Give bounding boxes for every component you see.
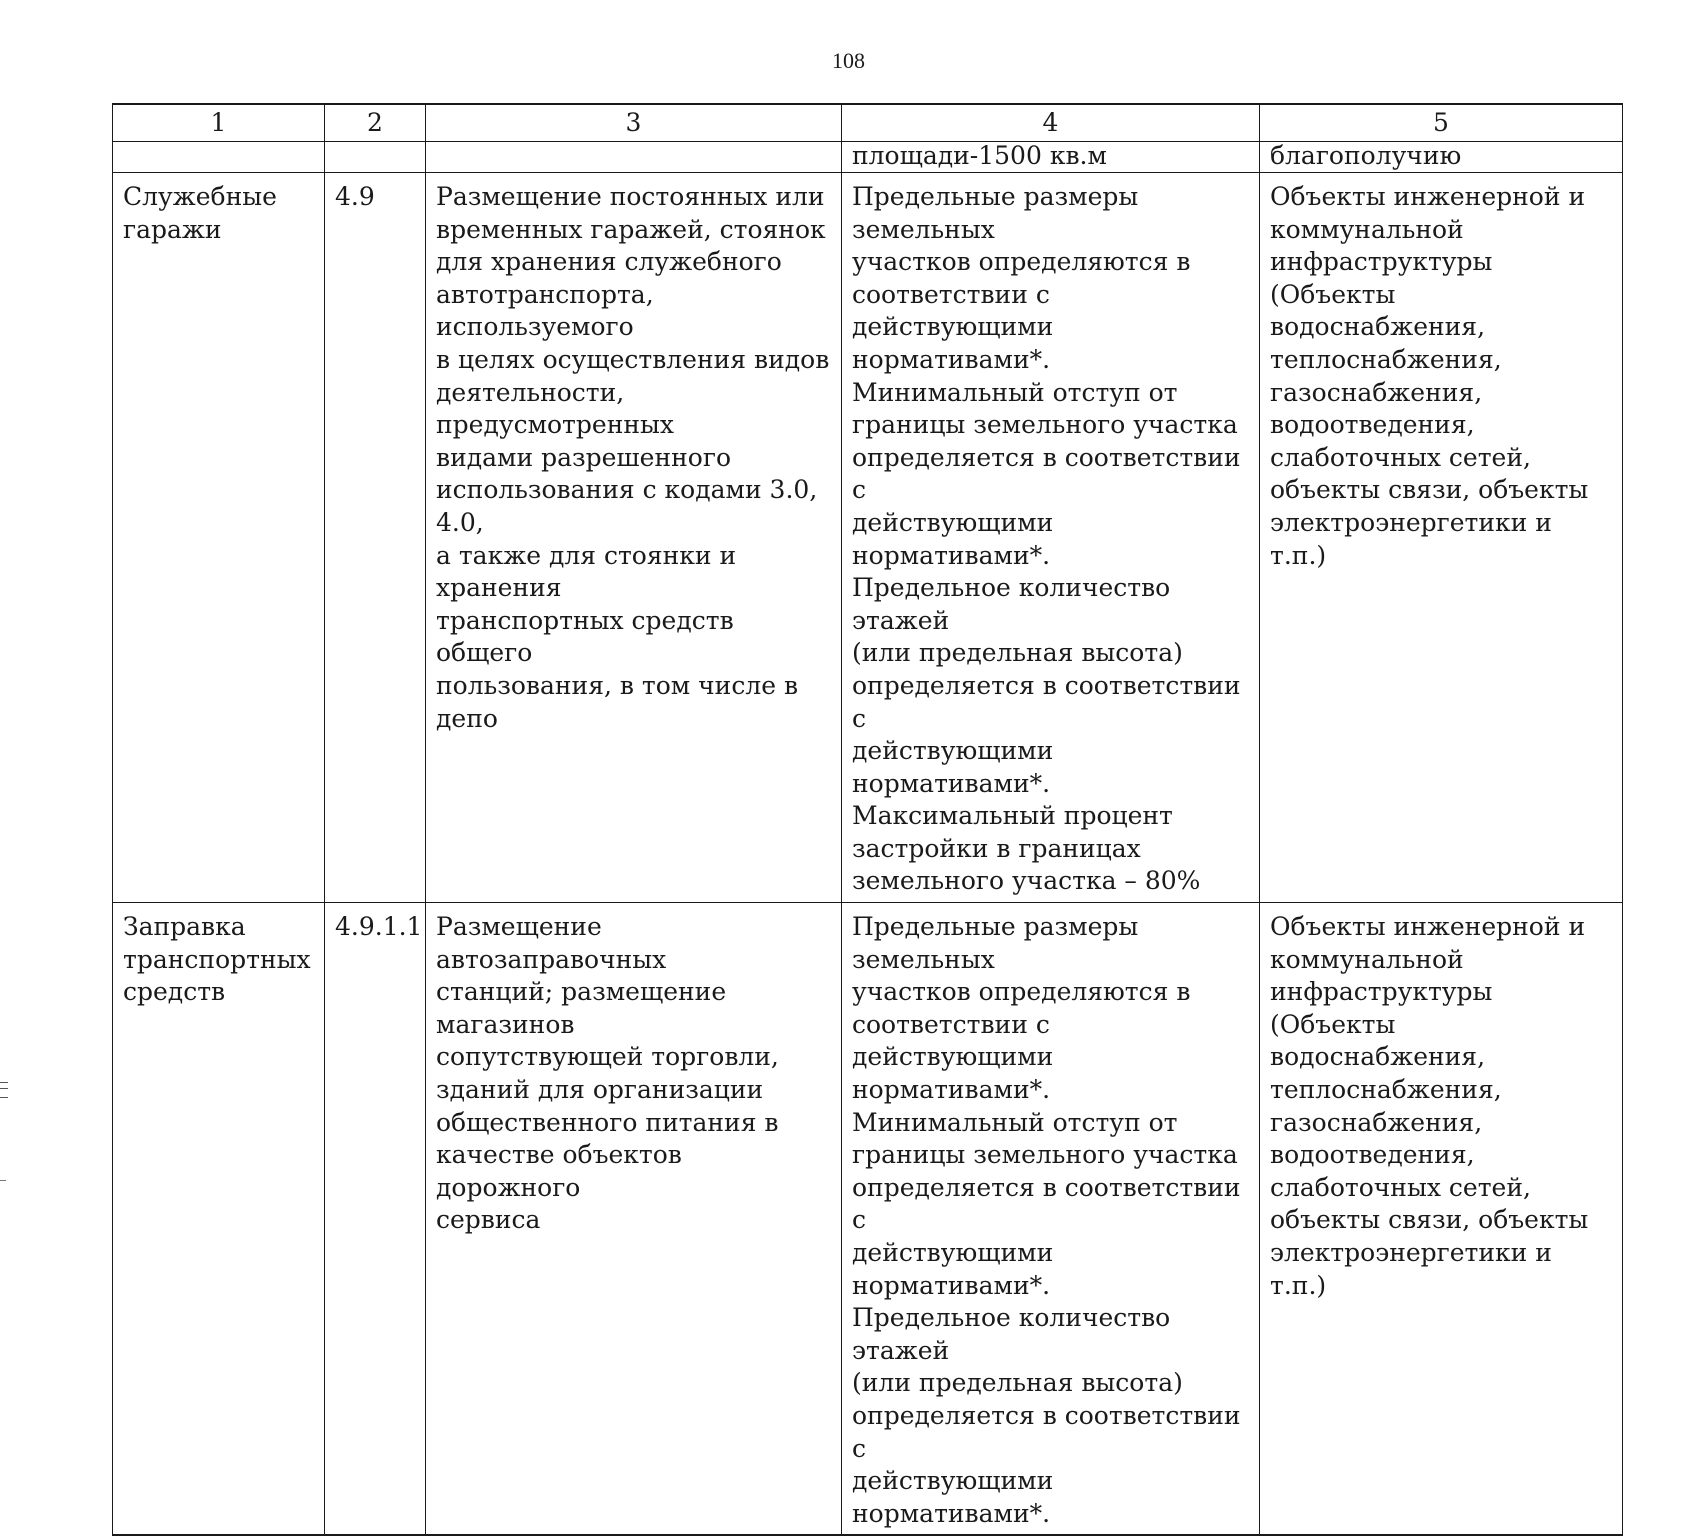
auxiliary-uses: Объекты инженерной и коммунальной инфраструктуры (Объекты водоснабжения, теплоснабжения, газоснабжения, водоотведения, слаботочных сетей, объекты связи, объекты электроэнергетики и т.п.) [1270,912,1589,1300]
column-number-header: 4 [842,104,1260,142]
table-row [113,903,1623,1536]
column-number-header: 3 [426,104,842,142]
table-header-row [113,104,1623,142]
land-use-name: Служебные гаражи [123,182,277,244]
land-use-description-cell [426,903,842,1536]
land-use-parameters: Предельные размеры земельных участков определяются в соответствии с действующими нормативами*. Минимальный отступ от границы земельного участка определяется в соответствии с действующими нормативами*. Предельное количество этажей (или предельная высота) определяется в соответствии с действующими нормативами*. Максимальный процент застройки в границах земельного участка – 80% [852,182,1241,896]
land-use-parameters: Предельные размеры земельных участков определяются в соответствии с действующими нормативами*. Минимальный отступ от границы земельного участка определяется в соответствии с действующими нормативами*. Предельное количество этажей (или предельная высота) определяется в соответствии с действующими нормативами*. [852,912,1241,1528]
column-number-header: 1 [113,104,325,142]
land-use-parameters-cell [842,173,1260,903]
land-use-name-cell [113,903,325,1536]
scan-margin-tick [0,1180,6,1181]
column-number-header: 2 [325,104,426,142]
land-use-table [112,103,1623,1536]
land-use-code: 4.9.1.1 [335,912,423,942]
continuation-cell: благополучию [1260,142,1623,173]
auxiliary-uses: Объекты инженерной и коммунальной инфраструктуры (Объекты водоснабжения, теплоснабжения, газоснабжения, водоотведения, слаботочных сетей, объекты связи, объекты электроэнергетики и т.п.) [1270,182,1589,570]
land-use-code-cell [325,903,426,1536]
land-use-parameters-cell [842,903,1260,1536]
land-use-code-cell [325,173,426,903]
auxiliary-uses-cell [1260,173,1623,903]
continuation-cell [325,142,426,173]
land-use-description-cell [426,173,842,903]
land-use-name: Заправка транспортных средств [123,912,311,1007]
land-use-code: 4.9 [335,182,375,211]
page-number: 108 [832,48,865,73]
scan-margin-mark [0,1082,8,1098]
auxiliary-uses-cell [1260,903,1623,1536]
land-use-name-cell [113,173,325,903]
continuation-cell [113,142,325,173]
land-use-description: Размещение постоянных или временных гаражей, стоянок для хранения служебного автотранспорта, используемого в целях осуществления видов деятельности, предусмотренных видами разрешенного использования с кодами 3.0, 4.0, а также для стоянки и хранения транспортных средств общего пользования, в том числе в депо [436,182,830,733]
continuation-cell: площади-1500 кв.м [842,142,1260,173]
column-number-header: 5 [1260,104,1623,142]
land-use-description: Размещение автозаправочных станций; размещение магазинов сопутствующей торговли, зданий для организации общественного питания в качестве объектов дорожного сервиса [436,912,779,1235]
table-continuation-row [113,142,1623,173]
table-row [113,173,1623,903]
continuation-cell [426,142,842,173]
